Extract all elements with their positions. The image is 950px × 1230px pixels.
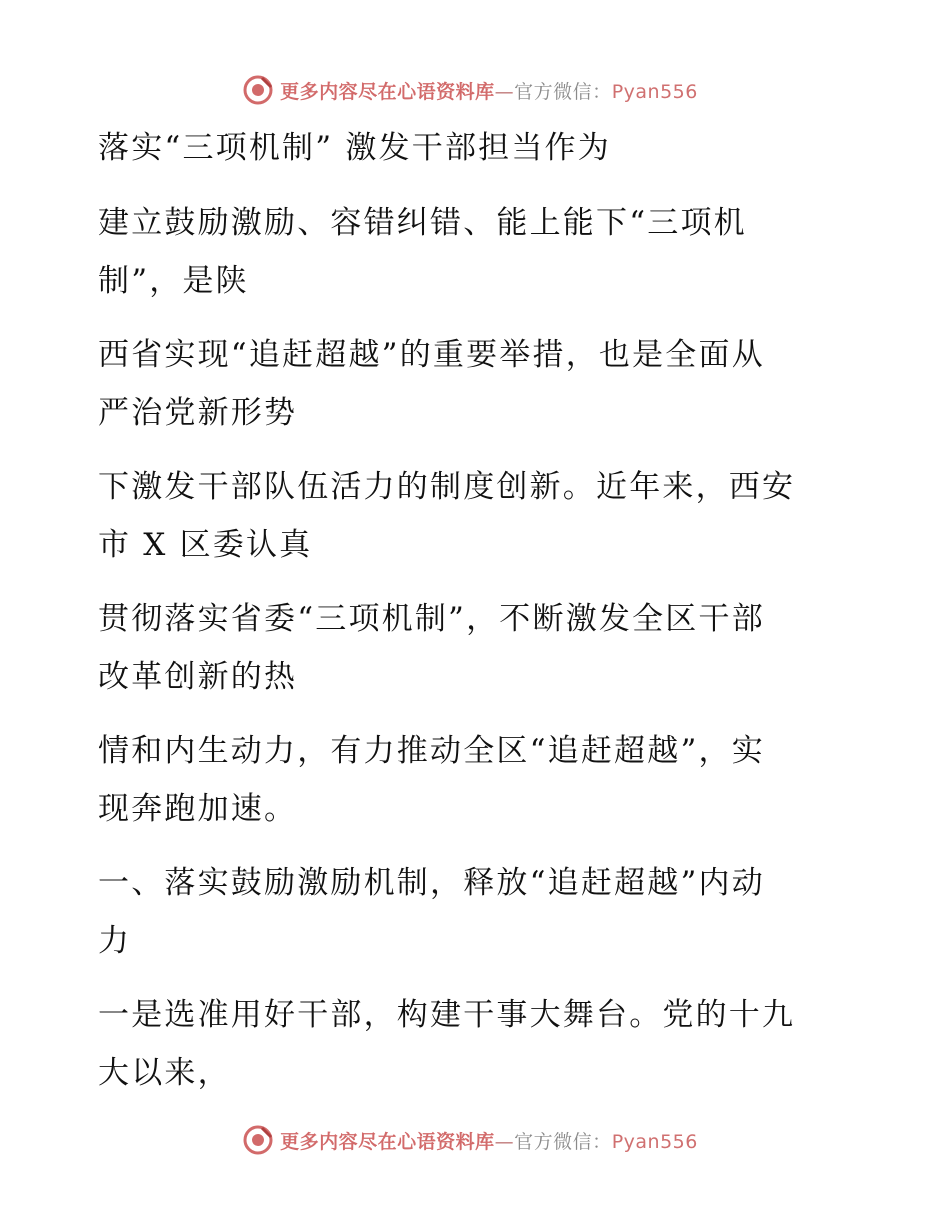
watermark-dash: — [494, 80, 515, 103]
paragraph-line: 一是选准用好干部，构建干事大舞台。党的十九 [98, 997, 796, 1033]
watermark-brand: 更多内容尽在心语资料库 [280, 1130, 495, 1153]
paragraph-line: 改革创新的热 [98, 659, 298, 695]
section-heading: 力 [98, 923, 132, 959]
watermark-brand: 更多内容尽在心语资料库 [280, 80, 495, 103]
paragraph-line: 现奔跑加速。 [98, 791, 298, 827]
paragraph-line: 大以来， [98, 1055, 231, 1091]
paragraph-line: 贯彻落实省委“三项机制”，不断激发全区干部 [98, 601, 765, 637]
footer-watermark [0, 1120, 950, 1160]
watermark-official-label: 官方微信： [514, 1130, 612, 1153]
paragraph-line: 制”，是陕 [98, 263, 249, 299]
header-watermark [0, 70, 950, 110]
watermark-official-label: 官方微信： [514, 80, 612, 103]
section-heading: 一、落实鼓励激励机制，释放“追赶超越”内动 [98, 865, 765, 901]
paragraph-line: 严治党新形势 [98, 395, 298, 431]
paragraph-line: 西省实现“追赶超越”的重要举措，也是全面从 [98, 337, 765, 373]
watermark-id: Pyan556 [611, 80, 698, 103]
document-title: 落实“三项机制” 激发干部担当作为 [98, 130, 611, 166]
watermark-dash: — [494, 1130, 515, 1153]
paragraph-line: 市 X 区委认真 [98, 527, 313, 563]
paragraph-line: 情和内生动力，有力推动全区“追赶超越”，实 [98, 733, 765, 769]
paragraph-line: 下激发干部队伍活力的制度创新。近年来，西安 [98, 469, 796, 505]
logo-icon [242, 1124, 274, 1156]
watermark-id: Pyan556 [611, 1130, 698, 1153]
logo-icon [242, 74, 274, 106]
paragraph-line: 建立鼓励激励、容错纠错、能上能下“三项机 [98, 205, 747, 241]
